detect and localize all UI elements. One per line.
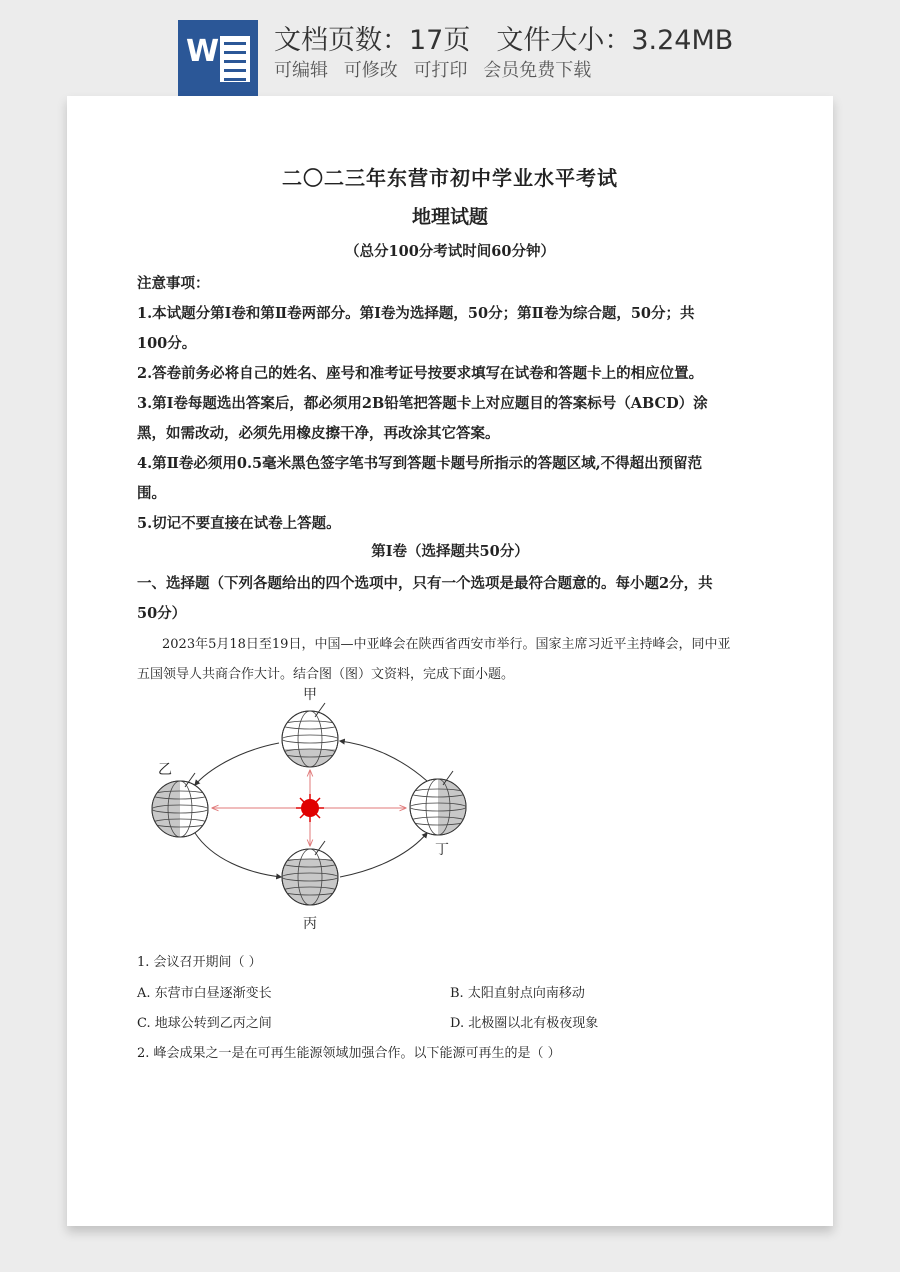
feature-printable: 可打印 — [413, 60, 468, 81]
note-line: 100分。 — [137, 335, 197, 352]
orbit-arc — [340, 833, 427, 877]
part-heading: 一、选择题（下列各题给出的四个选项中，只有一个选项是最符合题意的。每小题2分，共 — [137, 575, 713, 592]
file-size: 文件大小：3.24MB — [496, 25, 734, 56]
file-info — [274, 18, 733, 57]
exam-time-note: （总分100分考试时间60分钟） — [345, 243, 555, 260]
feature-modifiable: 可修改 — [343, 60, 398, 81]
earth-bottom-icon — [277, 841, 347, 905]
section-title: 第Ⅰ卷（选择题共50分） — [371, 543, 529, 560]
q1-option-c: C. 地球公转到乙丙之间 — [137, 1016, 272, 1031]
note-line: 黑，如需改动，必须先用橡皮擦干净，再改涂其它答案。 — [137, 425, 500, 442]
feature-editable: 可编辑 — [274, 60, 328, 81]
note-line: 4.第Ⅱ卷必须用0.5毫米黑色签字笔书写到答题卡题号所指示的答题区域,不得超出预留范 — [137, 455, 703, 472]
note-line: 3.第Ⅰ卷每题选出答案后，都必须用2B铅笔把答题卡上对应题目的答案标号（ABCD）涂 — [137, 395, 708, 412]
orbit-arc — [195, 743, 279, 785]
passage-line: 五国领导人共商合作大计。结合图（图）文资料，完成下面小题。 — [137, 667, 515, 682]
label-yi: 乙 — [158, 762, 172, 778]
question-1: 1. 会议召开期间（ ） — [137, 955, 262, 970]
orbit-arc — [195, 833, 281, 877]
feature-list — [274, 56, 601, 82]
q1-option-a: A. 东营市白昼逐渐变长 — [137, 986, 272, 1001]
doc-lines-icon — [220, 36, 250, 82]
notes-heading: 注意事项： — [137, 275, 210, 292]
download-banner — [0, 0, 900, 96]
sun-icon — [296, 794, 324, 822]
earth-top-icon — [277, 703, 347, 779]
feature-member-download: 会员免费下载 — [483, 60, 592, 81]
document-page — [67, 96, 833, 1226]
earth-right-icon — [410, 771, 471, 839]
question-2: 2. 峰会成果之一是在可再生能源领域加强合作。以下能源可再生的是（ ） — [137, 1046, 561, 1061]
earth-orbit-diagram — [137, 681, 477, 936]
page-count: 文档页数：17页 — [274, 25, 471, 56]
exam-title: 二〇二三年东营市初中学业水平考试 — [282, 166, 618, 190]
note-line: 2.答卷前务必将自己的姓名、座号和准考证号按要求填写在试卷和答题卡上的相应位置。 — [137, 365, 704, 382]
q1-option-d: D. 北极圈以北有极夜现象 — [450, 1016, 599, 1031]
label-bing: 丙 — [303, 916, 317, 932]
word-doc-icon — [178, 20, 258, 96]
label-ding: 丁 — [435, 842, 449, 858]
q1-option-b: B. 太阳直射点向南移动 — [450, 986, 585, 1001]
orbit-arc — [340, 741, 427, 781]
note-line: 5.切记不要直接在试卷上答题。 — [137, 515, 341, 532]
part-heading-cont: 50分） — [137, 605, 187, 622]
word-letter: W — [186, 34, 220, 69]
earth-left-icon — [147, 773, 208, 841]
note-line: 1.本试题分第Ⅰ卷和第Ⅱ卷两部分。第Ⅰ卷为选择题，50分；第Ⅱ卷为综合题，50分；共 — [137, 305, 695, 322]
exam-subject: 地理试题 — [411, 206, 488, 228]
orbit-svg — [137, 681, 477, 936]
label-jia: 甲 — [303, 687, 317, 703]
note-line: 围。 — [137, 485, 166, 502]
passage-line: 2023年5月18日至19日，中国—中亚峰会在陕西省西安市举行。国家主席习近平主持峰会，同中亚 — [162, 637, 731, 652]
